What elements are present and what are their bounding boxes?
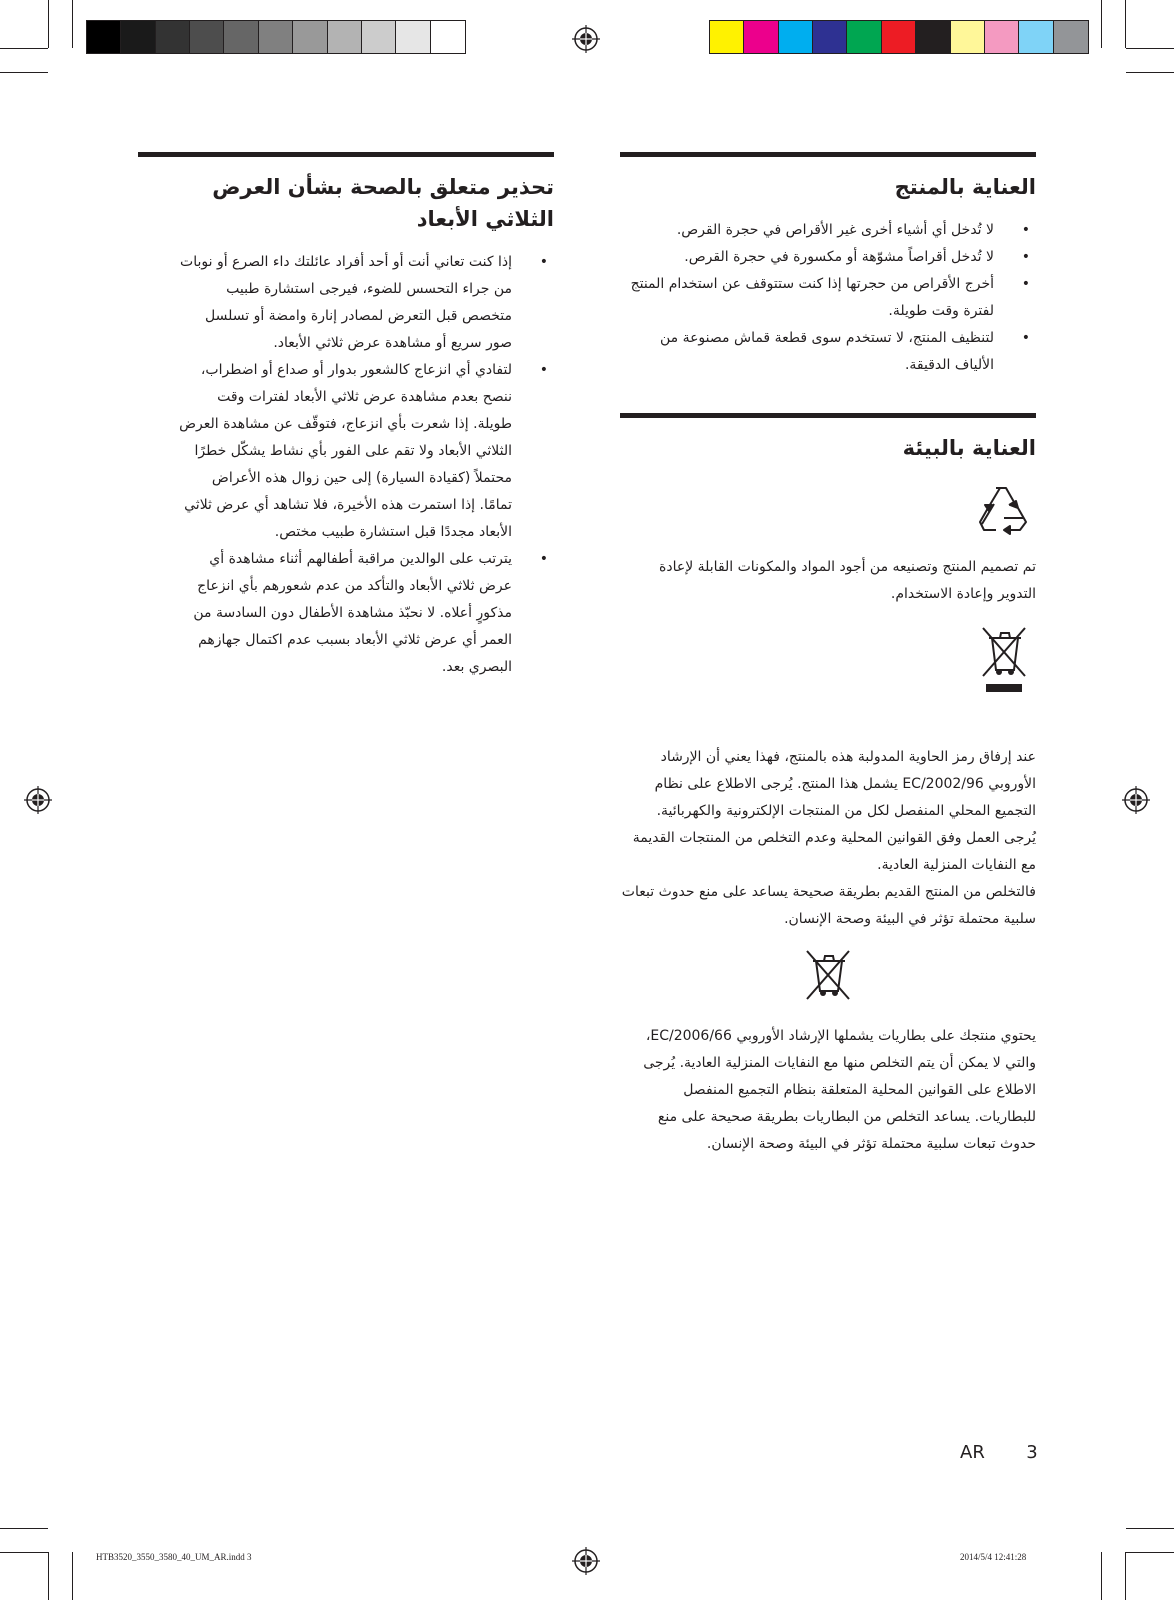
slug-datetime: 2014/5/4 12:41:28 [960,1552,1027,1562]
battery-text: يحتوي منتجك على بطاريات يشملها الإرشاد الأوروبي EC/2006/66، والتي لا يمكن أن يتم التخلص منها مع النفايات المنزلية العادية. يُرجى الاطلاع على القوانين المحلية المتعلقة بنظام التجميع المنفصل للبطاريات. يساعد التخلص من البطاريات بطريقة صحيحة على منع حدوث تبعات سلبية محتملة تؤثر في البيئة وصحة الإنسان. [643,1028,1036,1152]
crop-mark [48,1552,49,1600]
health-warning-title: تحذير متعلق بالصحة بشأن العرض الثلاثي الأبعاد [212,175,554,231]
weee-paragraph: فالتخلص من المنتج القديم بطريقة صحيحة يساعد على منع حدوث تبعات سلبية محتملة تؤثر في البيئة وصحة الإنسان. [621,884,1036,927]
bullet: • [539,551,548,567]
battery-icon-wrap [620,947,1036,1009]
crop-mark [1101,1552,1102,1600]
color-swatch [813,21,847,53]
color-swatch [396,21,430,53]
weee-text [620,744,1036,933]
crop-mark [72,0,73,48]
weee-paragraph: يُرجى العمل وفق القوانين المحلية وعدم التخلص من المنتجات القديمة مع النفايات المنزلية العادية. [632,830,1036,873]
weee-icon-wrap [620,624,1036,706]
list-item-text: أخرج الأقراص من حجرتها إذا كنت ستتوقف عن استخدام المنتج لفترة وقت طويلة. [630,276,994,319]
product-care-list [620,217,1036,379]
crop-mark [48,0,49,48]
right-column [620,152,1036,1158]
recycle-icon [974,478,1034,538]
list-item [620,244,1036,271]
environment-title: العناية بالبيئة [902,436,1036,460]
crossed-out-bin-icon [980,624,1028,696]
language-code: AR [960,1442,985,1463]
list-item [620,325,1036,379]
color-swatch [779,21,813,53]
weee-paragraph: عند إرفاق رمز الحاوية المدولبة هذه بالمنتج، فهذا يعني أن الإرشاد الأوروبي EC/2002/96 يشمل هذا المنتج. يُرجى الاطلاع على نظام التجميع المحلي المنفصل لكل من المنتجات الإلكترونية والكهربائية. [654,749,1036,819]
color-swatch [121,21,155,53]
process-color-bar [709,20,1089,54]
list-item-text: يترتب على الوالدين مراقبة أطفالهم أثناء مشاهدة أي عرض ثلاثي الأبعاد والتأكد من عدم شعورهم بأي انزعاج مذكورٍ أعلاه. لا نحبّذ مشاهدة الأطفال دون السادسة من العمر أي عرض ثلاثي الأبعاد بسبب عدم اكتمال جهازهم البصري بعد. [193,551,512,675]
list-item-text: لتنظيف المنتج، لا تستخدم سوى قطعة قماش مصنوعة من الألياف الدقيقة. [659,330,994,373]
color-swatch [190,21,224,53]
registration-mark-icon [572,25,600,53]
page-number-value: 3 [1026,1442,1038,1463]
crop-mark [0,1528,48,1529]
bullet: • [1021,276,1030,292]
crop-mark [1126,1528,1174,1529]
crop-mark [1126,1552,1174,1553]
list-item-text: لا تُدخل أي أشياء أخرى غير الأقراص في حجرة القرص. [676,222,994,238]
crop-mark [1125,0,1126,48]
left-column [138,152,554,681]
color-swatch [259,21,293,53]
color-swatch [985,21,1019,53]
color-swatch [847,21,881,53]
bullet: • [1021,330,1030,346]
color-swatch [1019,21,1053,53]
grayscale-color-bar [86,20,466,54]
color-swatch [710,21,744,53]
crop-mark [1101,0,1102,48]
crop-mark [72,1552,73,1600]
color-swatch [156,21,190,53]
health-warning-list [178,249,554,681]
color-swatch [882,21,916,53]
recycle-text: تم تصميم المنتج وتصنيعه من أجود المواد والمكونات القابلة لإعادة التدوير وإعادة الاستخدام. [659,559,1036,602]
bullet: • [539,254,548,270]
section-rule [620,152,1036,157]
registration-mark-icon [572,1547,600,1575]
list-item [620,217,1036,244]
color-swatch [293,21,327,53]
color-swatch [431,21,465,53]
list-item-text: إذا كنت تعاني أنت أو أحد أفراد عائلتك داء الصرع أو نوبات من جراء التحسس للضوء، فيرجى استشارة طبيب متخصص قبل التعرض لمصادر إنارة وامضة أو تسلسل صور سريع أو مشاهدة عرض ثلاثي الأبعاد. [180,254,512,351]
recycle-icon-wrap [620,478,1036,548]
color-swatch [1054,21,1088,53]
list-item [178,357,554,546]
section-rule [138,152,554,157]
bullet: • [1021,249,1030,265]
color-swatch [328,21,362,53]
slug-filename: HTB3520_3550_3580_40_UM_AR.indd 3 [96,1552,252,1562]
color-swatch [224,21,258,53]
list-item-text: لا تُدخل أقراصاً مشوّهة أو مكسورة في حجرة القرص. [684,249,994,265]
crop-mark [0,1552,48,1553]
registration-mark-icon [1122,786,1150,814]
list-item [178,249,554,357]
crop-mark [1126,48,1174,49]
color-swatch [916,21,950,53]
color-swatch [951,21,985,53]
bullet: • [539,362,548,378]
bullet: • [1021,222,1030,238]
list-item-text: لتفادي أي انزعاج كالشعور بدوار أو صداع أو اضطراب، ننصح بعدم مشاهدة عرض ثلاثي الأبعاد لفترات وقت طويلة. إذا شعرت بأي انزعاج، فتوقّف عن مشاهدة العرض الثلاثي الأبعاد ولا تقم على الفور بأي نشاط يشكّل خطرًا محتملاً (كقيادة السيارة) إلى حين زوال هذه الأعراض تمامًا. إذا استمرت هذه الأخيرة، فلا تشاهد أي عرض ثلاثي الأبعاد مجددًا قبل استشارة طبيب مختص. [179,362,512,540]
registration-mark-icon [24,786,52,814]
color-swatch [362,21,396,53]
color-swatch [744,21,778,53]
crop-mark [0,48,48,49]
crossed-out-bin-icon [804,947,852,1003]
section-rule [620,413,1036,418]
crop-mark [1125,1552,1126,1600]
crop-mark [0,72,48,73]
page-number [960,1442,1038,1463]
list-item [178,546,554,681]
list-item [620,271,1036,325]
product-care-title: العناية بالمنتج [894,175,1036,199]
crop-mark [1126,72,1174,73]
color-swatch [87,21,121,53]
